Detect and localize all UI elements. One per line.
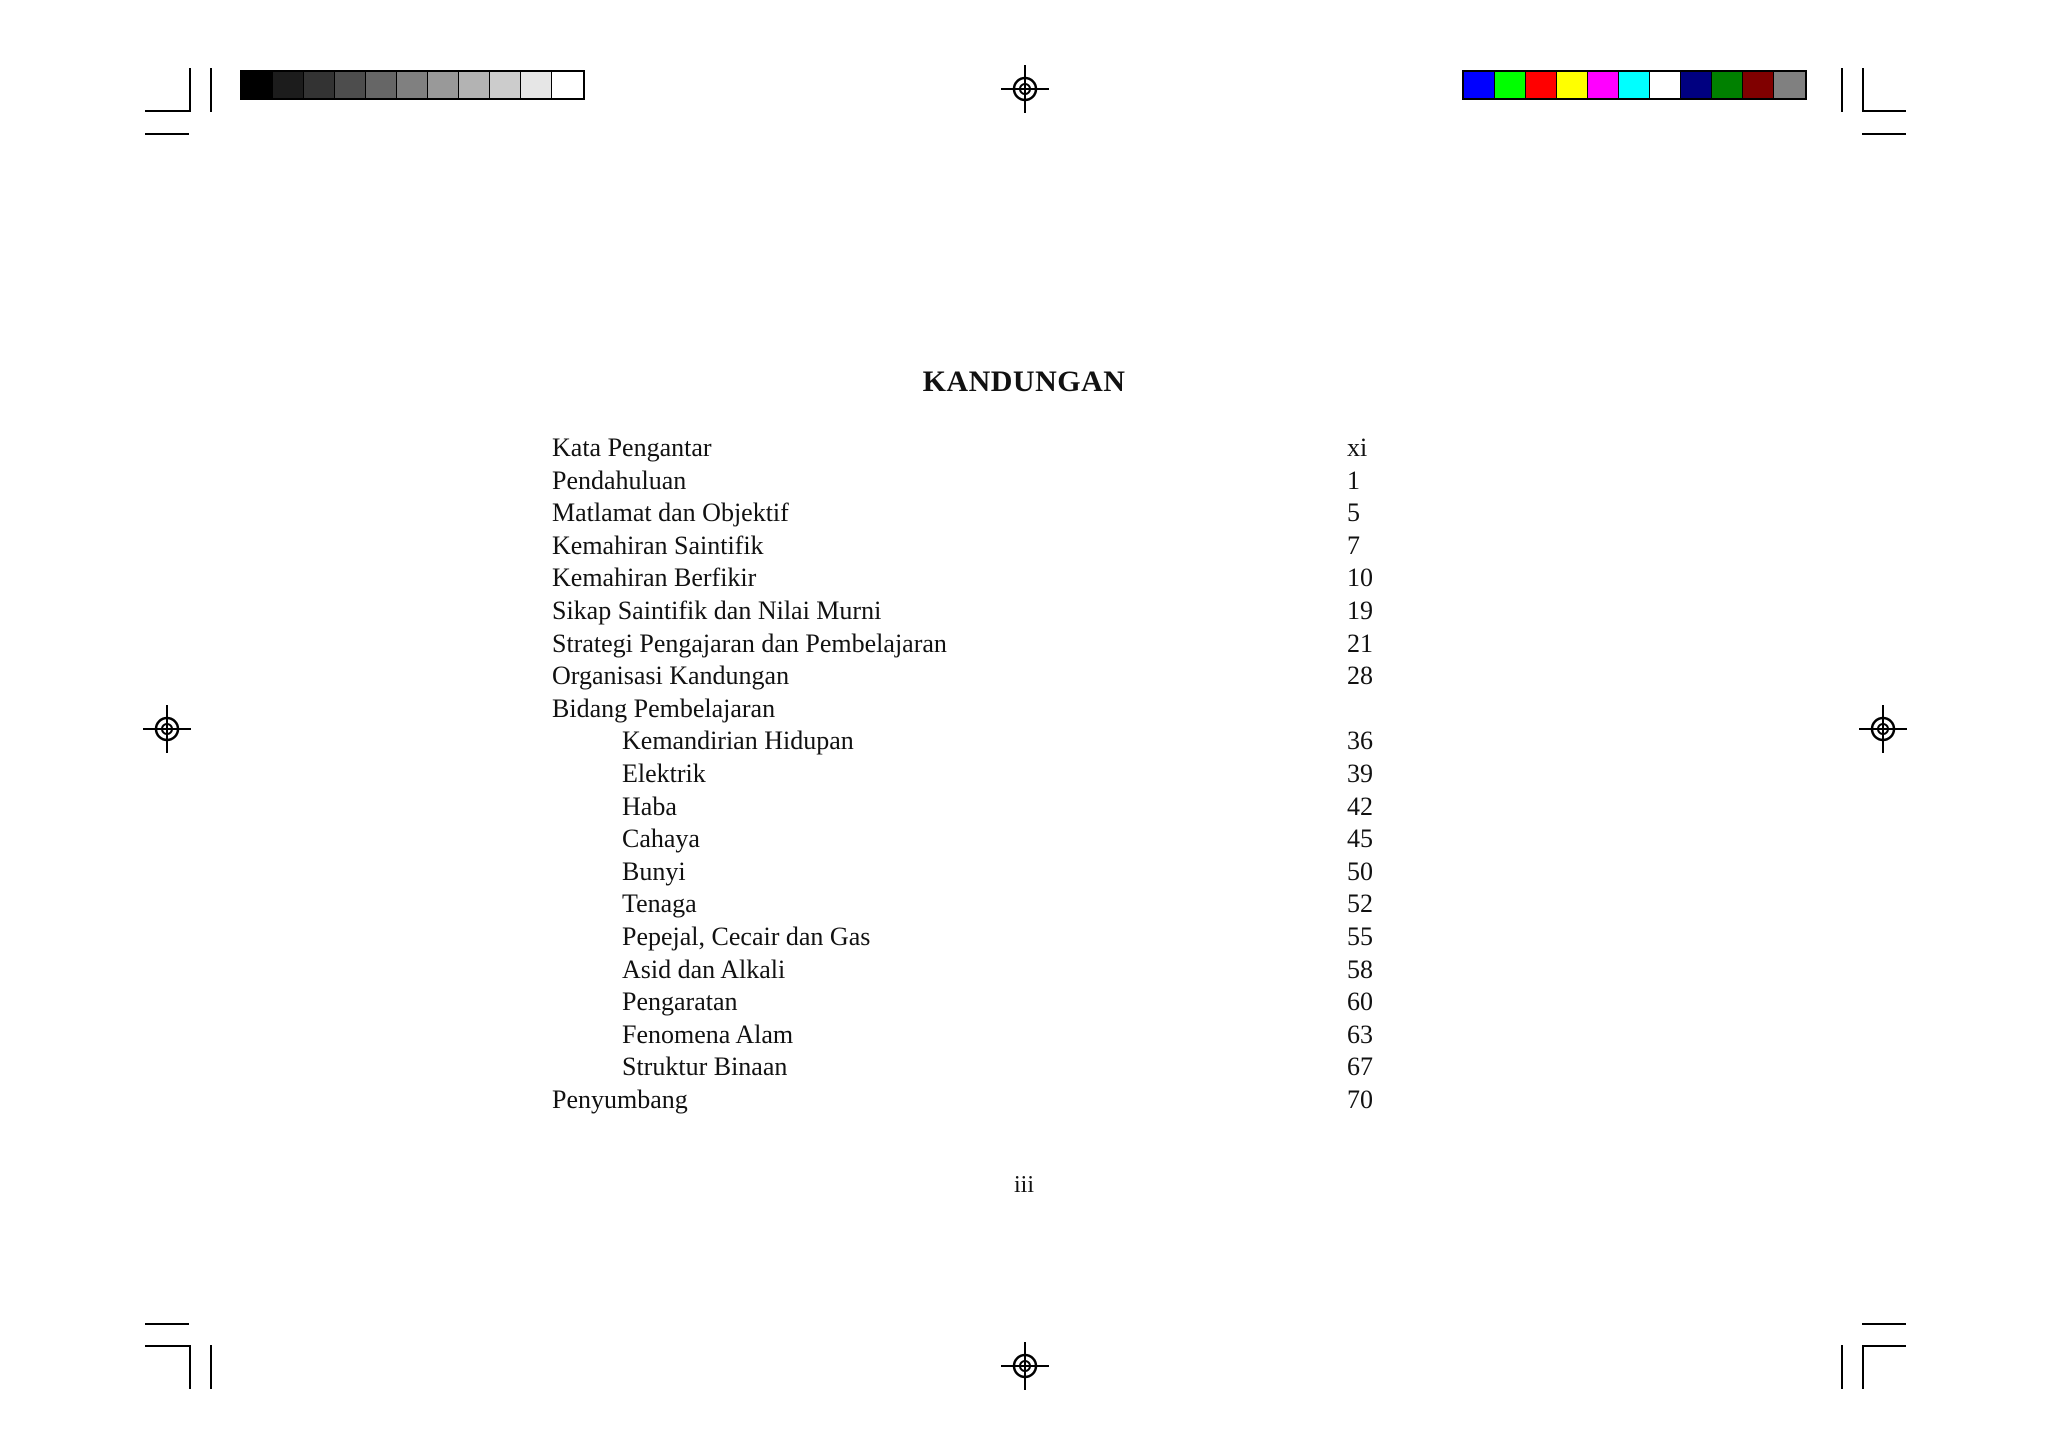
toc-entry-page: 1	[1347, 465, 1360, 495]
toc-entry	[552, 921, 1412, 954]
toc-entry	[552, 562, 1412, 595]
gray-swatch	[335, 72, 366, 98]
toc-entry-page: 36	[1347, 726, 1373, 756]
toc-entry-page: 45	[1347, 824, 1373, 854]
gray-swatch	[397, 72, 428, 98]
toc-entry-page: 63	[1347, 1019, 1373, 1049]
toc-entry	[552, 497, 1412, 530]
toc-entry-label: Haba	[622, 791, 677, 821]
toc-entry	[552, 986, 1412, 1019]
toc-entry-label: Fenomena Alam	[622, 1019, 794, 1049]
toc-entry-page: 52	[1347, 889, 1373, 919]
toc-entry-label: Cahaya	[622, 824, 700, 854]
toc-entry-page: 58	[1347, 954, 1373, 984]
toc-entry-label: Pengaratan	[622, 987, 738, 1017]
color-swatch	[1743, 72, 1774, 98]
toc-entry	[552, 1051, 1412, 1084]
gray-swatch	[366, 72, 397, 98]
toc-entry	[552, 856, 1412, 889]
color-swatch	[1526, 72, 1557, 98]
toc-entry	[552, 465, 1412, 498]
toc-entry-page: 21	[1347, 628, 1373, 658]
toc-entry-label: Kata Pengantar	[552, 433, 712, 462]
gray-swatch	[490, 72, 521, 98]
toc-entry	[552, 791, 1412, 824]
color-swatch	[1588, 72, 1619, 98]
toc-entry-page: 7	[1347, 530, 1360, 560]
gray-swatch	[521, 72, 552, 98]
toc-entry-page: 70	[1347, 1084, 1373, 1114]
toc-entry	[552, 432, 1412, 465]
toc-entry-label: Bunyi	[622, 856, 686, 886]
toc-entry-label: Pepejal, Cecair dan Gas	[622, 921, 871, 951]
toc-entry	[552, 693, 1412, 726]
toc-entry-label: Pendahuluan	[552, 465, 687, 495]
gray-swatch	[552, 72, 583, 98]
toc-entry-page: 10	[1347, 563, 1373, 593]
toc-entry-label: Strategi Pengajaran dan Pembelajaran	[552, 628, 947, 658]
color-swatch	[1650, 72, 1681, 98]
toc-entry	[552, 725, 1412, 758]
toc-entry-label: Elektrik	[622, 758, 706, 788]
registration-mark-icon	[1001, 65, 1049, 113]
color-swatch	[1619, 72, 1650, 98]
toc-entry-label: Asid dan Alkali	[622, 954, 786, 984]
toc-entry	[552, 954, 1412, 987]
toc-entry	[552, 660, 1412, 693]
gray-swatch	[242, 72, 273, 98]
toc-entry	[552, 595, 1412, 628]
page-title: KANDUNGAN	[922, 365, 1126, 398]
toc-entry-page: 39	[1347, 758, 1373, 788]
page-number: iii	[1013, 1172, 1034, 1198]
color-swatch	[1774, 72, 1805, 98]
toc-entry-label: Tenaga	[622, 889, 697, 919]
toc-entry-page: 19	[1347, 595, 1373, 625]
toc-entry	[552, 1084, 1412, 1117]
toc-entry-label: Matlamat dan Objektif	[552, 498, 789, 528]
toc-entry-label: Kemandirian Hidupan	[622, 726, 854, 756]
toc-entry	[552, 888, 1412, 921]
toc-entry-label: Bidang Pembelajaran	[552, 693, 776, 723]
gray-swatch	[273, 72, 304, 98]
toc-entry	[552, 823, 1412, 856]
toc-entry-page: 50	[1347, 856, 1373, 886]
gray-swatch	[459, 72, 490, 98]
toc-entry-label: Kemahiran Berfikir	[552, 563, 757, 593]
toc-entry-label: Penyumbang	[552, 1084, 688, 1114]
grayscale-swatch-strip	[240, 70, 585, 100]
toc-entry-label: Struktur Binaan	[622, 1052, 788, 1082]
toc-entry-page: 42	[1347, 791, 1373, 821]
table-of-contents	[552, 432, 1412, 1116]
toc-entry-label: Sikap Saintifik dan Nilai Murni	[552, 595, 882, 625]
toc-entry-page: 55	[1347, 921, 1373, 951]
toc-entry-page: 67	[1347, 1052, 1373, 1082]
color-swatch	[1557, 72, 1588, 98]
color-swatch	[1712, 72, 1743, 98]
toc-entry-page: 28	[1347, 661, 1373, 691]
registration-mark-icon	[1001, 1342, 1049, 1390]
gray-swatch	[428, 72, 459, 98]
gray-swatch	[304, 72, 335, 98]
toc-entry-label: Kemahiran Saintifik	[552, 530, 764, 560]
toc-entry	[552, 530, 1412, 563]
toc-entry-label: Organisasi Kandungan	[552, 661, 790, 691]
toc-entry-page: 5	[1347, 498, 1360, 528]
toc-entry	[552, 1019, 1412, 1052]
toc-entry	[552, 758, 1412, 791]
color-swatch	[1681, 72, 1712, 98]
color-swatch-strip	[1462, 70, 1807, 100]
toc-entry	[552, 628, 1412, 661]
color-swatch	[1495, 72, 1526, 98]
toc-entry-page: xi	[1347, 433, 1368, 462]
color-swatch	[1464, 72, 1495, 98]
registration-mark-icon	[143, 705, 191, 753]
registration-mark-icon	[1859, 705, 1907, 753]
toc-entry-page: 60	[1347, 987, 1373, 1017]
